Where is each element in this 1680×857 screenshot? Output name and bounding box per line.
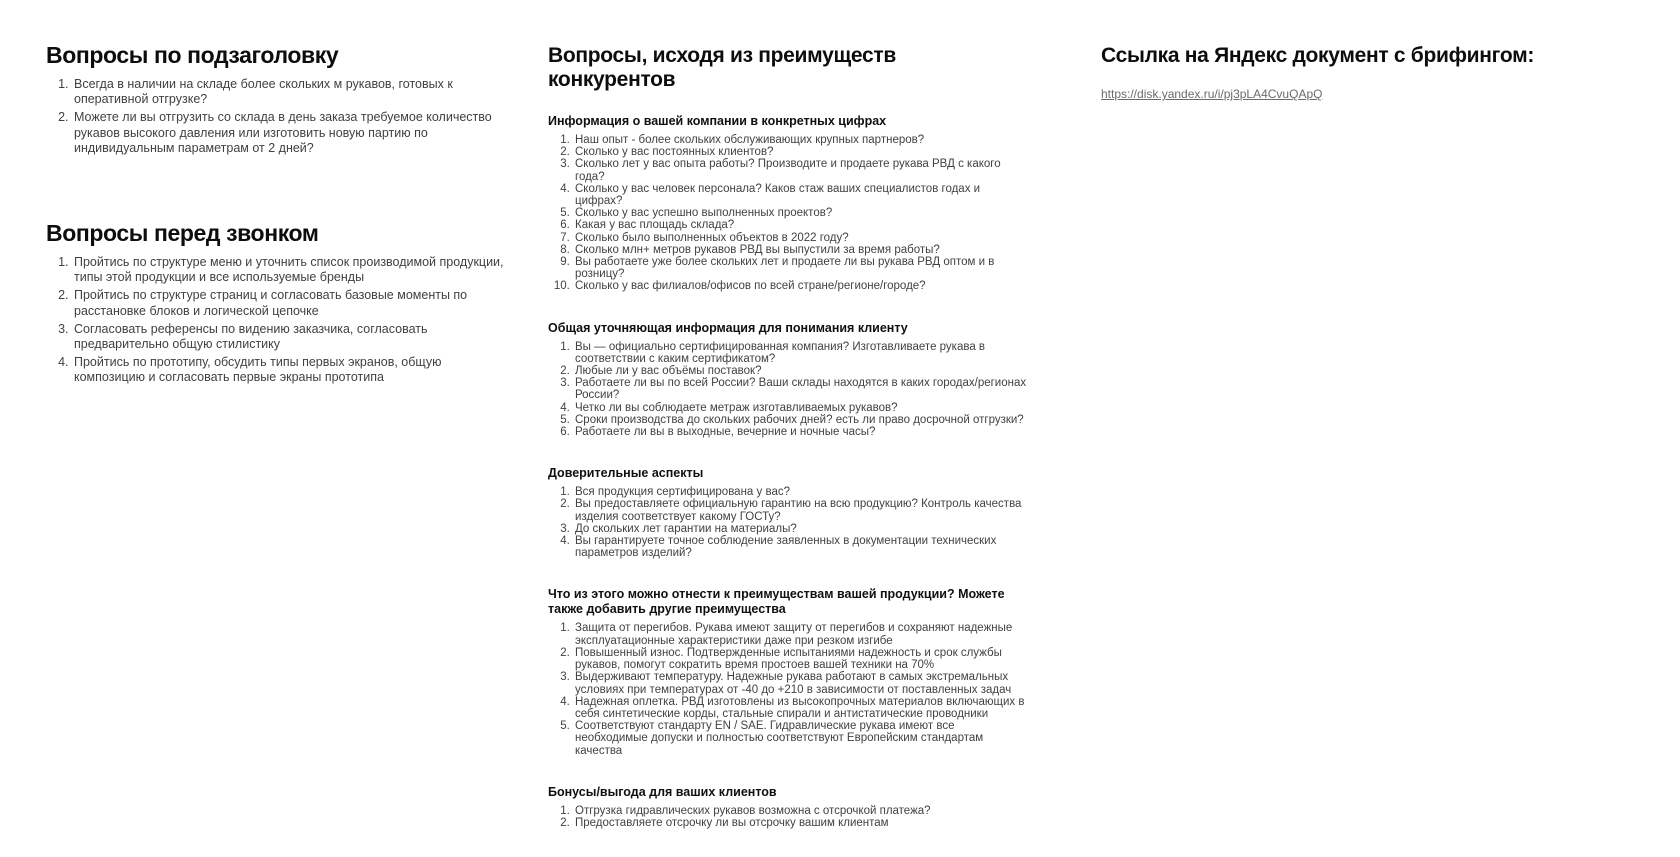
yandex-doc-heading: Ссылка на Яндекс документ с брифингом: (1101, 44, 1535, 67)
list-item: 1. Пройтись по структуре меню и уточнить список производимой продукции, типы этой продукции и все используемые бренды (72, 255, 506, 285)
middle-column (548, 42, 1028, 857)
section-client-bonuses (548, 785, 1028, 829)
section-product-advantages (548, 587, 1028, 756)
list-item: 10. Сколько у вас филиалов/офисов по всей стране/регионе/городе? (573, 280, 1028, 292)
section-title-questions-by-subheading: Вопросы по подзаголовку (46, 42, 339, 68)
middle-column-title: Вопросы, исходя из преимуществ конкурентов (548, 44, 896, 91)
list-item: 2. Можете ли вы отгрузить со склада в день заказа требуемое количество рукавов высокого давления или изготовить новую партию по индивидуальным параметрам от 2 дней? (72, 110, 506, 156)
client-bonuses-list (548, 805, 1028, 829)
section-title-trust-aspects: Доверительные аспекты (548, 466, 704, 481)
list-item: 5. Соответствуют стандарту EN / SAE. Гидравлические рукава имеют все необходимые допуски и полностью соответствуют Европейским стандартам качества (573, 720, 1028, 757)
questions-before-call-list (46, 255, 506, 386)
list-item: 2. Вы предоставляете официальную гарантию на всю продукцию? Контроль качества изделия соответствует какому ГОСТу? (573, 498, 1028, 522)
list-item: 3. Согласовать референсы по видению заказчика, согласовать предварительно общую стилистику (72, 322, 506, 352)
list-item: 8. Сколько млн+ метров рукавов РВД вы выпустили за время работы? (573, 244, 1028, 256)
section-questions-before-call (46, 220, 506, 386)
list-item: 7. Сколько было выполненных объектов в 2022 году? (573, 232, 1028, 244)
list-item: 4. Четко ли вы соблюдаете метраж изготавливаемых рукавов? (573, 402, 1028, 414)
list-item: 6. Работаете ли вы в выходные, вечерние и ночные часы? (573, 426, 1028, 438)
right-column (1101, 42, 1541, 103)
list-item: 2. Повышенный износ. Подтвержденные испытаниями надежность и срок службы рукавов, помогут сократить время простоев вашей техники на 70% (573, 647, 1028, 671)
list-item: 1. Наш опыт - более скольких обслуживающих крупных партнеров? (573, 134, 1028, 146)
list-item: 6. Какая у вас площадь склада? (573, 219, 1028, 231)
list-item: 2. Пройтись по структуре страниц и согласовать базовые моменты по расстановке блоков и логической цепочке (72, 288, 506, 318)
list-item: 4. Вы гарантируете точное соблюдение заявленных в документации технических параметров изделий? (573, 535, 1028, 559)
list-item: 4. Сколько у вас человек персонала? Каков стаж ваших специалистов годах и цифрах? (573, 183, 1028, 207)
section-trust-aspects (548, 466, 1028, 559)
list-item: 1. Вся продукция сертифицирована у вас? (573, 486, 1028, 498)
section-general-clarifying-info (548, 321, 1028, 439)
section-title-questions-before-call: Вопросы перед звонком (46, 220, 319, 247)
list-item: 2. Сколько у вас постоянных клиентов? (573, 146, 1028, 158)
list-item: 1. Отгрузка гидравлических рукавов возможна с отсрочкой платежа? (573, 805, 1028, 817)
section-title-general-clarifying-info: Общая уточняющая информация для понимания клиенту (548, 320, 908, 335)
list-item: 4. Пройтись по прототипу, обсудить типы первых экранов, общую композицию и согласовать первые экраны прототипа (72, 355, 506, 385)
general-clarifying-info-list (548, 341, 1028, 439)
list-item: 1. Всегда в наличии на складе более скольких м рукавов, готовых к оперативной отгрузке? (72, 77, 506, 107)
list-item: 3. Сколько лет у вас опыта работы? Производите и продаете рукава РВД с какого года? (573, 158, 1028, 182)
list-item: 5. Сроки производства до скольких рабочих дней? есть ли право досрочной отгрузки? (573, 414, 1028, 426)
list-item: 3. Работаете ли вы по всей России? Ваши склады находятся в каких городах/регионах России? (573, 377, 1028, 401)
left-column (46, 42, 506, 389)
list-item: 3. Выдерживают температуру. Надежные рукава работают в самых экстремальных условиях при температурах от -40 до +210 в зависимости от поставленных задач (573, 671, 1028, 695)
yandex-doc-link[interactable]: https://disk.yandex.ru/i/pj3pLA4CvuQApQ (1101, 87, 1323, 101)
section-title-product-advantages: Что из этого можно отнести к преимуществам вашей продукции? Можете также добавить другие преимущества (548, 587, 1005, 617)
list-item: 2. Любые ли у вас объёмы поставок? (573, 365, 1028, 377)
list-item: 2. Предоставляете отсрочку ли вы отсрочку вашим клиентам (573, 817, 1028, 829)
questions-by-subheading-list (46, 77, 506, 156)
list-item: 9. Вы работаете уже более скольких лет и продаете ли вы рукава РВД оптом и в розницу? (573, 256, 1028, 280)
list-item: 4. Надежная оплетка. РВД изготовлены из высокопрочных материалов включающих в себя синтетические корды, стальные спирали и антистатические проводники (573, 696, 1028, 720)
list-item: 1. Защита от перегибов. Рукава имеют защиту от перегибов и сохраняют надежные эксплуатационные характеристики даже при резком изгибе (573, 622, 1028, 646)
section-company-figures (548, 114, 1028, 293)
list-item: 3. До скольких лет гарантии на материалы? (573, 523, 1028, 535)
list-item: 5. Сколько у вас успешно выполненных проектов? (573, 207, 1028, 219)
section-questions-by-subheading (46, 42, 506, 156)
section-title-client-bonuses: Бонусы/выгода для ваших клиентов (548, 784, 777, 799)
section-title-company-figures: Информация о вашей компании в конкретных цифрах (548, 114, 887, 128)
trust-aspects-list (548, 486, 1028, 559)
list-item: 1. Вы — официально сертифицированная компания? Изготавливаете рукава в соответствии с каким сертификатом? (573, 341, 1028, 365)
company-figures-list (548, 134, 1028, 293)
product-advantages-list (548, 622, 1028, 756)
